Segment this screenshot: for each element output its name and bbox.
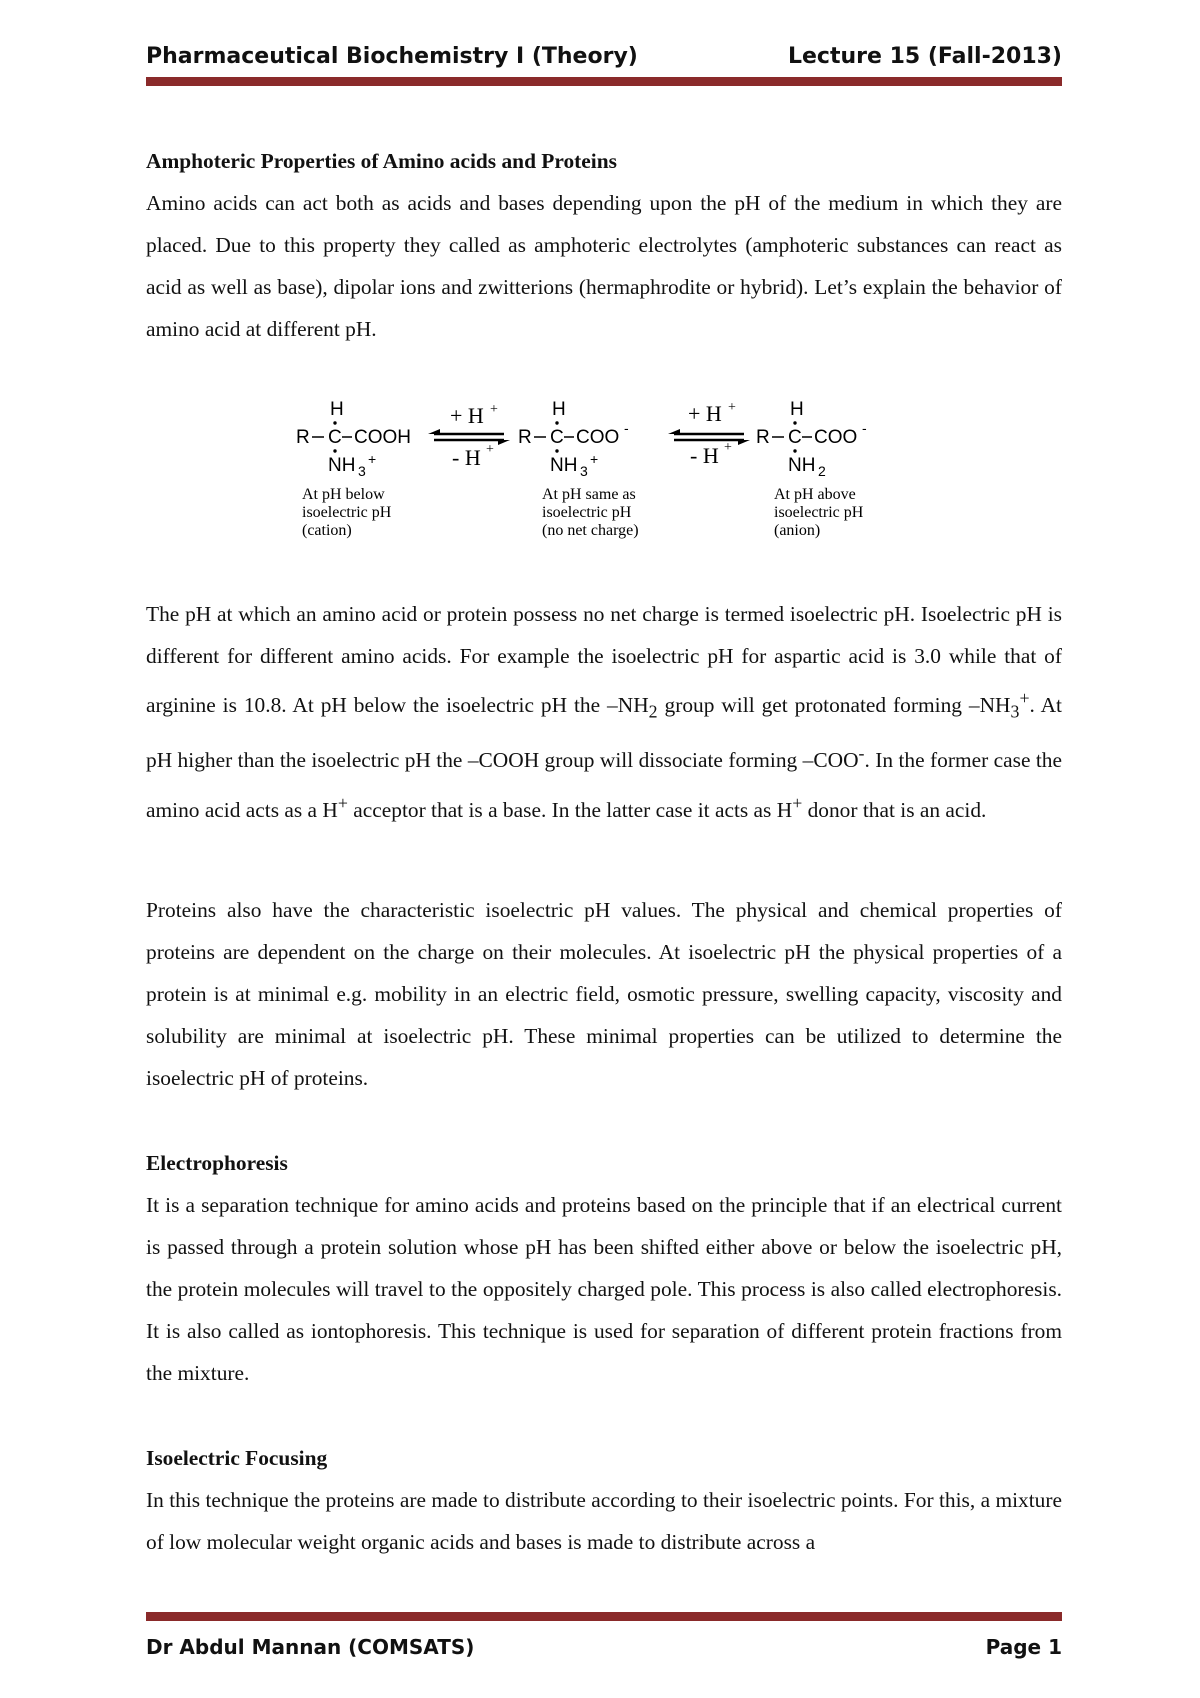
superscript: - bbox=[858, 743, 865, 764]
equilibrium-arrows-1 bbox=[428, 402, 510, 470]
cation-cooh: COOH bbox=[354, 427, 411, 448]
header-course-title: Pharmaceutical Biochemistry I (Theory) bbox=[146, 44, 638, 69]
caption-anion-3: (anion) bbox=[774, 522, 821, 539]
section-isoelectric-focusing bbox=[146, 1437, 1062, 1563]
heading-isoelectric-focusing: Isoelectric Focusing bbox=[146, 1446, 328, 1470]
zwitterion-coo-sup: - bbox=[624, 420, 629, 436]
add-proton-label-1: + H bbox=[450, 403, 484, 428]
footer-author: Dr Abdul Mannan (COMSATS) bbox=[146, 1635, 475, 1659]
zwitterion-nh-sup: + bbox=[590, 451, 599, 467]
subscript: 2 bbox=[648, 701, 658, 722]
superscript: + bbox=[337, 792, 348, 813]
paragraph-amphoteric-intro: Amino acids can act both as acids and bases depending upon the pH of the medium in which they are placed. Due to this property they called as amphoteric electrolytes (amphoteric substances can react as acid as well as base), dipolar ions and zwitterions (hermaphrodite or hybrid). Let’s explain the behavior of amino acid at different pH. bbox=[146, 191, 1062, 341]
section-electrophoresis bbox=[146, 1142, 1062, 1394]
paragraph-isoelectric-focusing: In this technique the proteins are made to distribute according to their isoelectric points. For this, a mixture of low molecular weight organic acids and bases is made to distribute across a bbox=[146, 1488, 1062, 1554]
caption-zwitterion-3: (no net charge) bbox=[542, 522, 639, 539]
caption-cation-2: isoelectric pH bbox=[302, 504, 392, 521]
page-footer bbox=[146, 1635, 1062, 1665]
header-rule bbox=[146, 77, 1062, 86]
text-run: . In the former case the amino acid acts as a H bbox=[146, 748, 1062, 822]
zwitterion-r: R bbox=[518, 427, 532, 448]
paragraph-protein-properties: Proteins also have the characteristic isoelectric pH values. The physical and chemical properties of proteins are dependent on the charge on their molecules. At isoelectric pH the physical properties of a protein is at minimal e.g. mobility in an electric field, osmotic pressure, swelling capacity, viscosity and solubility are minimal at isoelectric pH. These minimal properties can be utilized to determine the isoelectric pH of proteins. bbox=[146, 898, 1062, 1090]
zwitterion-nh: NH bbox=[550, 455, 578, 476]
remove-proton-sup-1: + bbox=[486, 442, 494, 457]
text-run: group will get protonated forming –NH bbox=[657, 693, 1011, 718]
scheme-captions bbox=[302, 486, 864, 539]
superscript: + bbox=[792, 792, 803, 813]
caption-cation-1: At pH below bbox=[302, 486, 385, 503]
caption-anion-2: isoelectric pH bbox=[774, 504, 864, 521]
zwitterion-c: C bbox=[550, 427, 564, 448]
footer-rule bbox=[146, 1612, 1062, 1621]
zwitterion-nh-sub: 3 bbox=[580, 463, 588, 479]
paragraph-electrophoresis: It is a separation technique for amino acids and proteins based on the principle that if an electrical current is passed through a protein solution whose pH has been shifted either above or below the isoelectric pH, the protein molecules will travel to the oppositely charged pole. This process is also called electrophoresis. It is also called as iontophoresis. This technique is used for separation of different protein fractions from the mixture. bbox=[146, 1193, 1062, 1385]
caption-zwitterion-1: At pH same as bbox=[542, 486, 636, 503]
section-amphoteric bbox=[146, 140, 1062, 350]
cation-h: H bbox=[330, 399, 344, 420]
footer-page-number: Page 1 bbox=[985, 1635, 1062, 1659]
cation-c: C bbox=[328, 427, 342, 448]
equilibrium-arrows-2 bbox=[668, 400, 750, 468]
ionization-diagram bbox=[290, 393, 910, 548]
header-lecture: Lecture 15 (Fall-2013) bbox=[787, 44, 1062, 69]
paragraph-isoelectric-ph bbox=[146, 593, 1062, 831]
anion-h: H bbox=[790, 399, 804, 420]
cation-structure bbox=[296, 399, 411, 479]
section-isoelectric bbox=[146, 593, 1062, 831]
text-run: . At pH higher than the isoelectric pH the –COOH group will dissociate forming –COO bbox=[146, 693, 1062, 773]
anion-nh-sub: 2 bbox=[818, 463, 826, 479]
superscript: + bbox=[1019, 688, 1030, 708]
heading-electrophoresis: Electrophoresis bbox=[146, 1151, 288, 1175]
remove-proton-sup-2: + bbox=[724, 440, 732, 455]
text-run: acceptor that is a base. In the latter case it acts as H bbox=[347, 797, 793, 822]
remove-proton-label-2: - H bbox=[690, 443, 719, 468]
zwitterion-coo: COO bbox=[576, 427, 620, 448]
zwitterion-h: H bbox=[552, 399, 566, 420]
anion-coo-sup: - bbox=[862, 420, 867, 436]
caption-zwitterion-2: isoelectric pH bbox=[542, 504, 632, 521]
remove-proton-label-1: - H bbox=[452, 445, 481, 470]
subscript: 3 bbox=[1010, 701, 1020, 722]
add-proton-sup-2: + bbox=[728, 400, 736, 415]
amino-acid-ionization-scheme bbox=[290, 393, 910, 548]
caption-cation-3: (cation) bbox=[302, 522, 352, 539]
text-run: donor that is an acid. bbox=[802, 797, 987, 822]
zwitterion-structure bbox=[518, 399, 629, 479]
caption-anion-1: At pH above bbox=[774, 486, 856, 503]
text-run: The pH at which an amino acid or protein possess no net charge is termed isoelectric pH. Isoelectric pH is different for different amino acids. For example the isoelectric pH for aspartic acid is 3.0 while that of arginine is 10.8. At pH below the isoelectric pH the –NH bbox=[146, 602, 1062, 718]
anion-nh: NH bbox=[788, 455, 816, 476]
heading-amphoteric: Amphoteric Properties of Amino acids and Proteins bbox=[146, 149, 617, 173]
anion-coo: COO bbox=[814, 427, 858, 448]
add-proton-sup-1: + bbox=[490, 402, 498, 417]
page-header bbox=[146, 40, 1062, 74]
cation-nh-sub: 3 bbox=[358, 463, 366, 479]
cation-nh-sup: + bbox=[368, 451, 377, 467]
cation-r: R bbox=[296, 427, 310, 448]
anion-r: R bbox=[756, 427, 770, 448]
cation-nh: NH bbox=[328, 455, 356, 476]
anion-c: C bbox=[788, 427, 802, 448]
section-protein-properties bbox=[146, 889, 1062, 1099]
anion-structure bbox=[756, 399, 867, 479]
add-proton-label-2: + H bbox=[688, 401, 722, 426]
